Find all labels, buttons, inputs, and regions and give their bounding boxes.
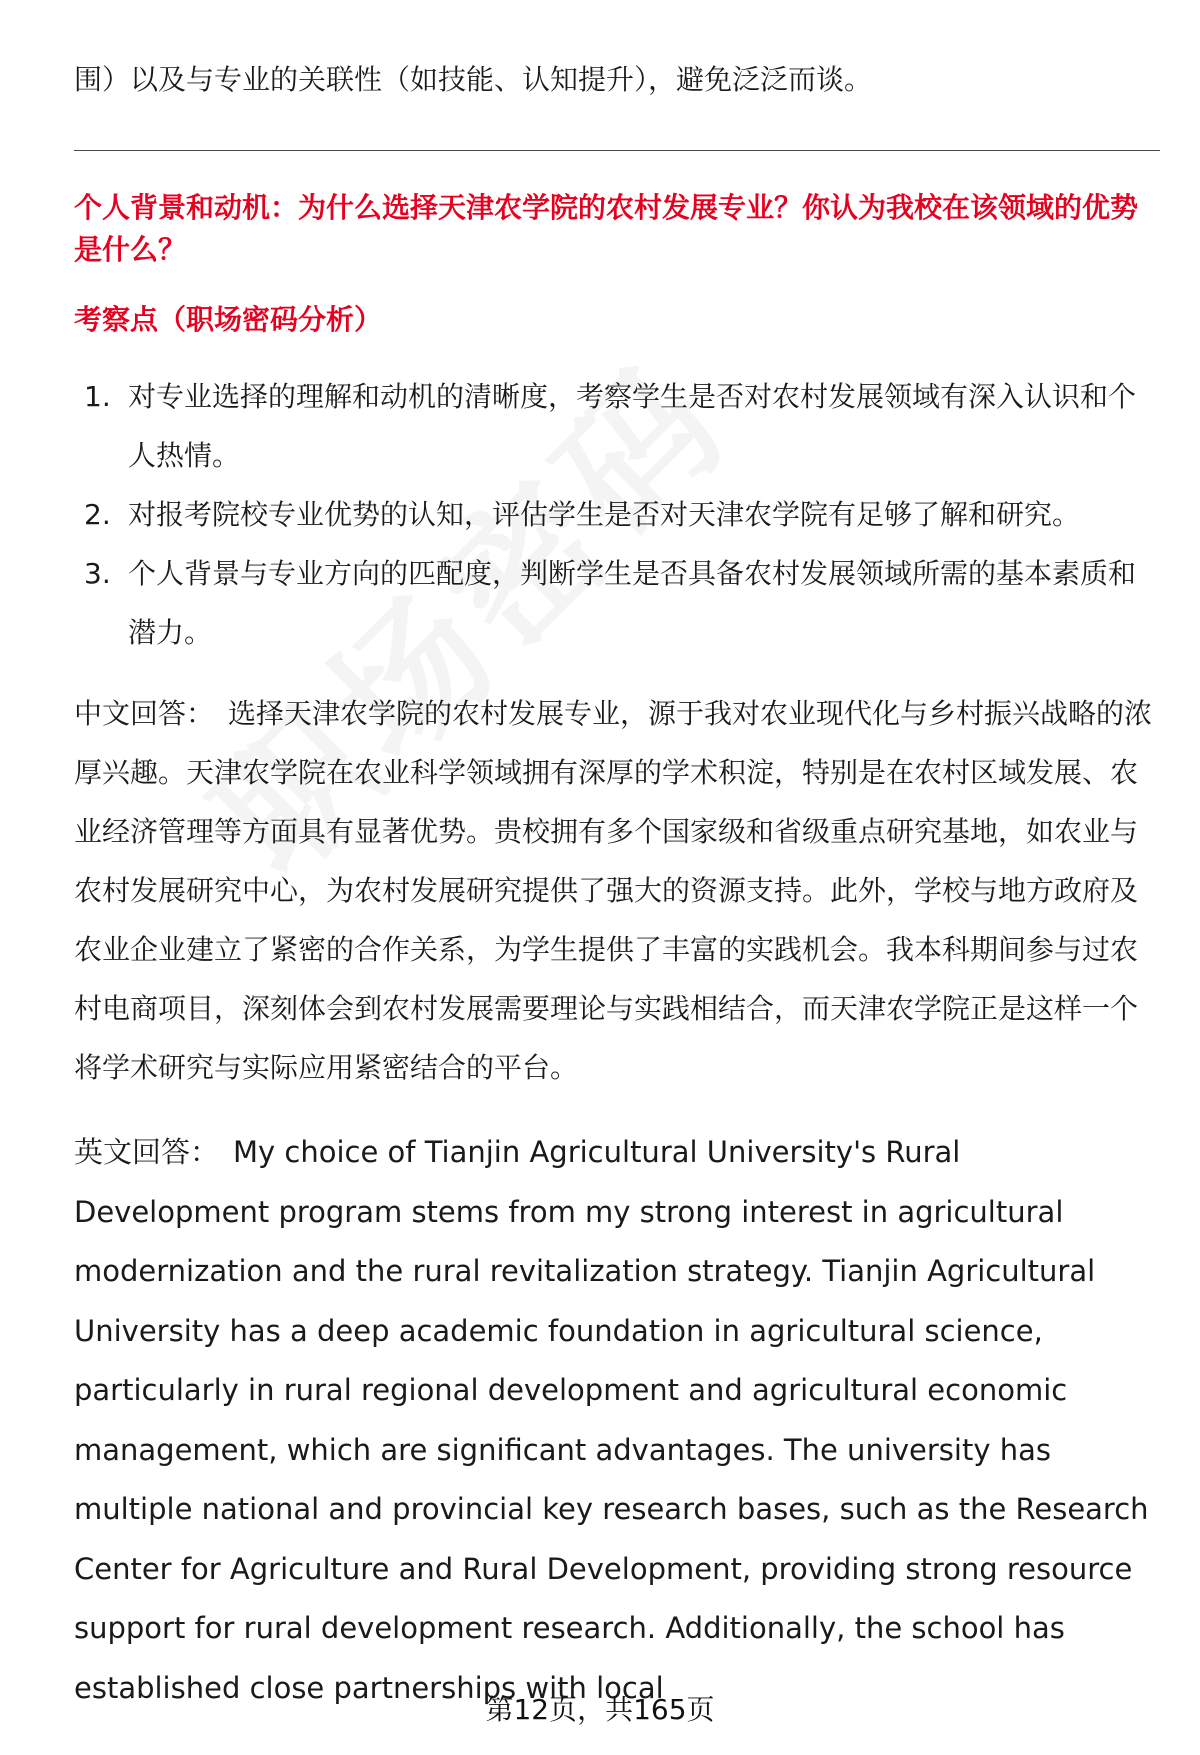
chinese-answer-text: 选择天津农学院的农村发展专业，源于我对农业现代化与乡村振兴战略的浓厚兴趣。天津农学院在农业科学领域拥有深厚的学术积淀，特别是在农村区域发展、农业经济管理等方面具有显著优势。贵校拥有多个国家级和省级重点研究基地，如农业与农村发展研究中心，为农村发展研究提供了强大的资源支持。此外，学校与地方政府及农业企业建立了紧密的合作关系，为学生提供了丰富的实践机会。我本科期间参与过农村电商项目，深刻体会到农村发展需要理论与实践相结合，而天津农学院正是这样一个将学术研究与实际应用紧密结合的平台。 (74, 697, 1153, 1084)
page-number-footer: 第12页，共165页 (485, 1693, 715, 1726)
section-divider (74, 150, 1160, 151)
chinese-answer-label: 中文回答： (74, 697, 215, 730)
point-text: 对专业选择的理解和动机的清晰度，考察学生是否对农村发展领域有深入认识和个人热情。 (128, 380, 1137, 472)
question-heading: 个人背景和动机：为什么选择天津农学院的农村发展专业？你认为我校在该领域的优势是什么？ (74, 191, 1139, 266)
point-number: 1. (84, 380, 111, 413)
analysis-points-list (74, 367, 1160, 662)
english-answer-label: 英文回答： (74, 1135, 220, 1169)
analysis-heading: 考察点（职场密码分析） (74, 303, 383, 336)
continuation-text: 围）以及与专业的关联性（如技能、认知提升），避免泛泛而谈。 (74, 63, 873, 96)
analysis-point (74, 367, 1160, 485)
chinese-answer (74, 684, 1160, 1097)
point-number: 3. (84, 557, 111, 590)
point-text: 个人背景与专业方向的匹配度，判断学生是否具备农村发展领域所需的基本素质和潜力。 (128, 557, 1137, 649)
point-text: 对报考院校专业优势的认知，评估学生是否对天津农学院有足够了解和研究。 (128, 498, 1081, 531)
analysis-point (74, 544, 1160, 662)
page-content (74, 55, 1160, 1718)
english-answer-text: My choice of Tianjin Agricultural University's Rural Development program stems from my strong interest in agricultural modernization and the rural revitalization strategy. Tianjin Agricultural University has a deep academic foundation in agricultural science, particularly in rural regional development and agricultural economic management, which are significant advantages. The university has multiple national and provincial key research bases, such as the Research Center for Agriculture and Rural Development, providing strong resource support for rural development research. Additionally, the school has established close partnerships with local (74, 1135, 1149, 1705)
analysis-point (74, 485, 1160, 544)
english-answer (74, 1123, 1160, 1718)
point-number: 2. (84, 498, 111, 531)
